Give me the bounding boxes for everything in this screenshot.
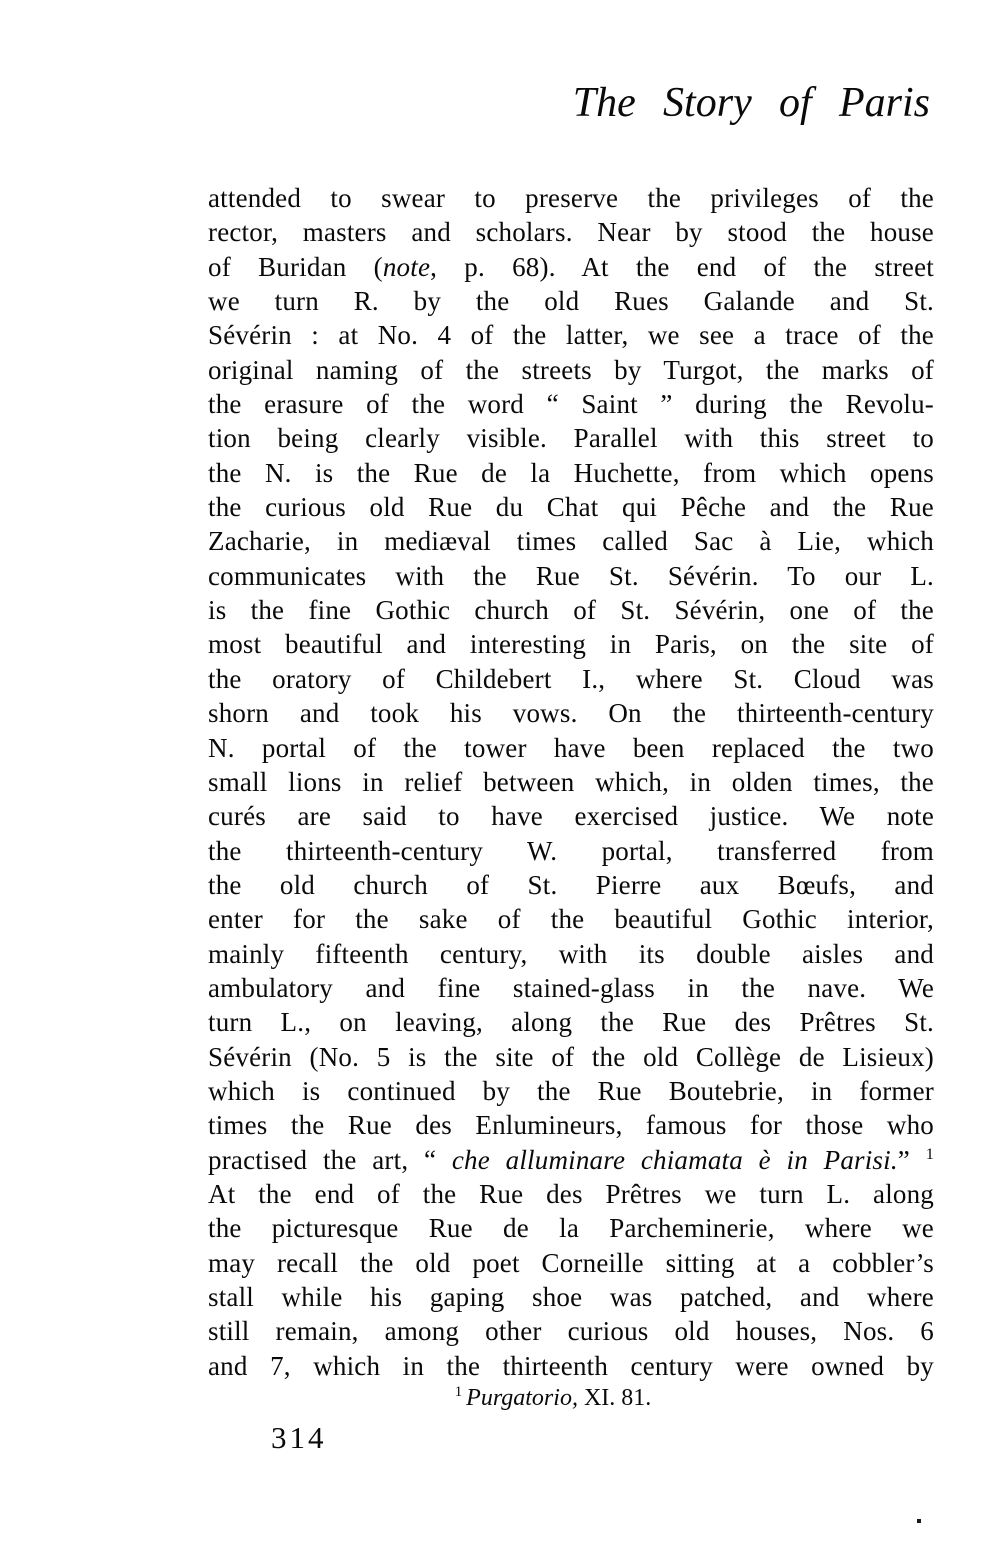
text-line: most beautiful and interesting in Paris, on the site of — [208, 629, 934, 660]
footnote-work-title: Purgatorio, — [466, 1385, 578, 1411]
footnote-reference: XI. 81. — [577, 1385, 652, 1411]
text-line: still remain, among other curious old houses, Nos. 6 — [208, 1316, 934, 1347]
text-line: small lions in relief between which, in olden times, the — [208, 766, 934, 797]
text-line: may recall the old poet Corneille sitting at a cobbler’s — [208, 1247, 934, 1278]
text-line: of Buridan (note, p. 68). At the end of the street — [208, 251, 934, 282]
body-text — [208, 181, 934, 1383]
text-line: we turn R. by the old Rues Galande and St. — [208, 286, 934, 317]
page-number: 314 — [271, 1420, 327, 1455]
text-line: the N. is the Rue de la Huchette, from which opens — [208, 457, 934, 488]
text-line: tion being clearly visible. Parallel with this street to — [208, 423, 934, 454]
text-line: turn L., on leaving, along the Rue des Prêtres St. — [208, 1007, 934, 1038]
running-header: The Story of Paris — [572, 80, 930, 126]
footnote — [208, 1383, 898, 1413]
text-line: the picturesque Rue de la Parcheminerie, where we — [208, 1213, 934, 1244]
text-line: stall while his gaping shoe was patched, and where — [208, 1282, 934, 1312]
text-line: communicates with the Rue St. Sévérin. To our L. — [208, 560, 934, 591]
text-line: is the fine Gothic church of St. Sévérin, one of the — [208, 595, 934, 626]
text-line: attended to swear to preserve the privileges of the — [208, 183, 934, 213]
text-line: the oratory of Childebert I., where St. Cloud was — [208, 663, 934, 694]
text-line: the old church of St. Pierre aux Bœufs, and — [208, 869, 934, 900]
text-line: practised the art, “ che alluminare chiamata è in Parisi.” $^1$ — [208, 1144, 934, 1175]
text-line: enter for the sake of the beautiful Gothic interior, — [208, 904, 934, 935]
text-line: Zacharie, in mediæval times called Sac à Lie, which — [208, 526, 934, 557]
text-line: the thirteenth-century W. portal, transferred from — [208, 835, 934, 866]
text-line: N. portal of the tower have been replaced the two — [208, 732, 934, 763]
text-line: the curious old Rue du Chat qui Pêche and the Rue — [208, 492, 934, 523]
text-line: original naming of the streets by Turgot, the marks of — [208, 354, 934, 385]
text-line: and 7, which in the thirteenth century were owned by — [208, 1350, 934, 1381]
text-line: At the end of the Rue des Prêtres we turn L. along — [208, 1178, 934, 1209]
text-line: times the Rue des Enlumineurs, famous for those who — [208, 1110, 934, 1141]
text-line: curés are said to have exercised justice. We note — [208, 801, 934, 832]
text-line: Sévérin (No. 5 is the site of the old Collège de Lisieux) — [208, 1041, 934, 1072]
text-line: mainly fifteenth century, with its double aisles and — [208, 938, 934, 969]
scan-artifact-speck — [917, 1519, 921, 1523]
text-line: which is continued by the Rue Boutebrie, in former — [208, 1075, 934, 1106]
text-line: ambulatory and fine stained-glass in the nave. We — [208, 972, 934, 1003]
text-line: the erasure of the word “ Saint ” during the Revolu- — [208, 389, 934, 420]
text-line: Sévérin : at No. 4 of the latter, we see a trace of the — [208, 320, 934, 351]
text-line: rector, masters and scholars. Near by stood the house — [208, 217, 934, 248]
text-line: shorn and took his vows. On the thirteenth-century — [208, 698, 934, 729]
footnote-marker: 1 — [454, 1384, 463, 1400]
